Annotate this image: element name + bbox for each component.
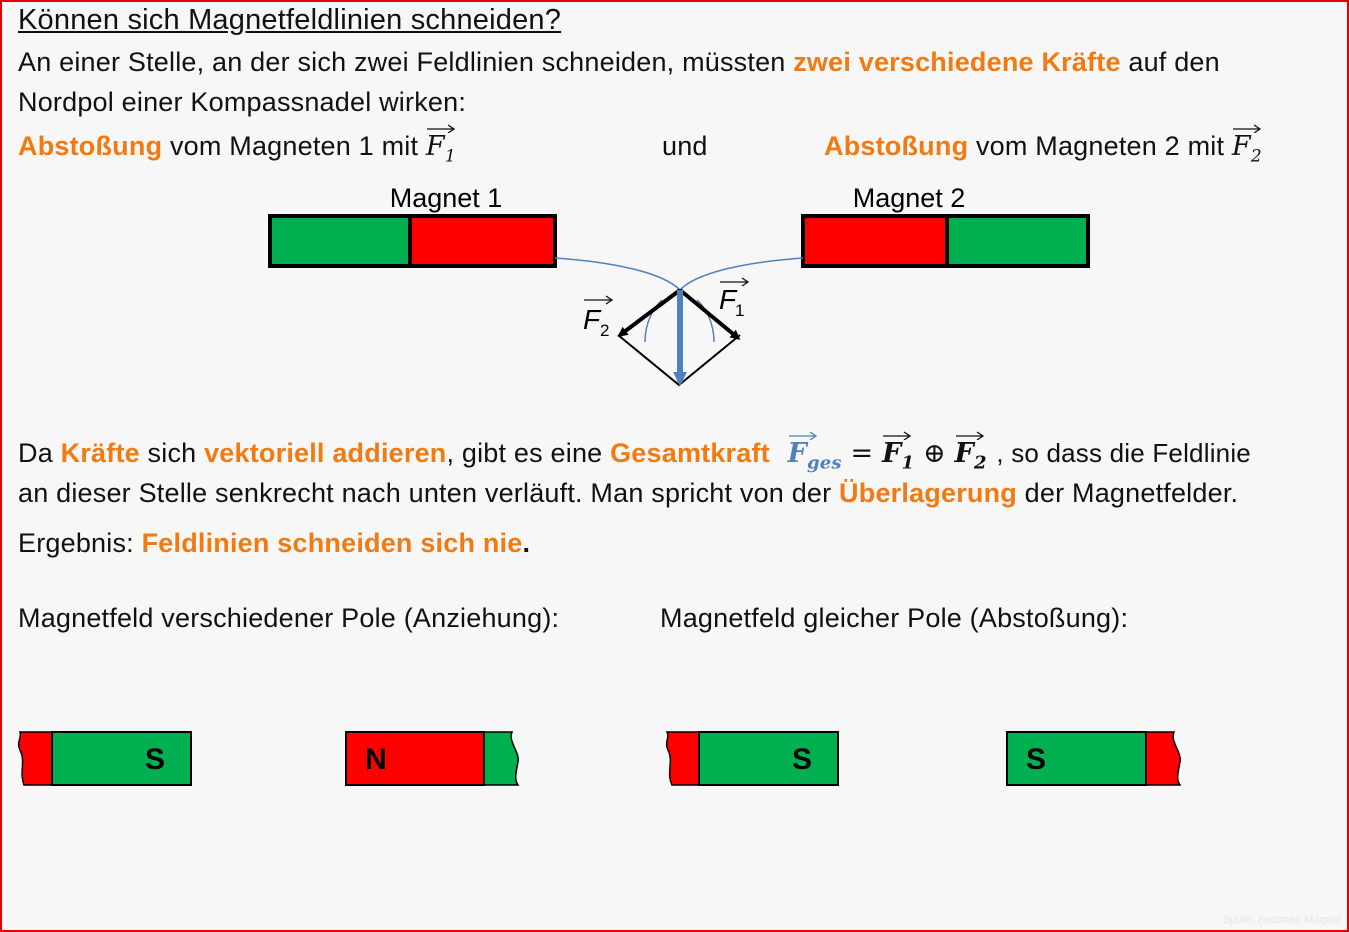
magnet-1-label: Magnet 1	[389, 183, 503, 213]
svg-text:F: F	[583, 304, 601, 335]
caption-repulsion: Magnetfeld gleicher Pole (Abstoßung):	[660, 603, 1129, 633]
vector-arrow-icon	[788, 430, 818, 440]
vector-f1-symbol: $F_1$	[426, 131, 456, 172]
magnet-left-a	[19, 732, 191, 785]
force-left: Abstoßung vom Magneten 1 mit $F_1$	[18, 130, 456, 172]
svg-text:2: 2	[600, 321, 610, 340]
magnet-force-diagram	[2, 2, 1347, 422]
magnet-left-b	[346, 732, 518, 785]
vector-arrow-icon	[955, 430, 985, 440]
explanation-line-1: Da Kräfte sich vektoriell addieren, gibt es eine Gesamtkraft $F_{ges}$ = $F_1$ ⊕ $F_2$ , so dass die Feldlinie	[18, 437, 1251, 479]
label-f2	[583, 296, 612, 340]
svg-text:S: S	[1025, 743, 1047, 776]
svg-text:N: N	[365, 743, 387, 776]
magnet-2	[803, 216, 1088, 266]
magnet-right-a	[667, 732, 838, 785]
watermark: Spule, zeichnen Magnet	[1222, 914, 1341, 926]
resultant-formula: $F_{ges}$ = $F_1$ ⊕ $F_2$	[788, 438, 997, 469]
magnet-1	[270, 216, 555, 266]
svg-text:1: 1	[735, 301, 745, 320]
magnet-right-b	[1007, 732, 1180, 785]
and-label: und	[662, 131, 708, 161]
highlight-two-forces: zwei verschiedene Kräfte	[793, 47, 1121, 77]
force-right: Abstoßung vom Magneten 2 mit $F_2$	[824, 130, 1262, 172]
svg-text:F: F	[719, 284, 737, 315]
svg-text:S: S	[144, 743, 166, 776]
page-title: Können sich Magnetfeldlinien schneiden?	[18, 4, 562, 36]
magnet-2-label: Magnet 2	[852, 183, 966, 213]
svg-text:S: S	[791, 743, 813, 776]
vector-arrow-icon	[882, 430, 912, 440]
vector-f2-symbol: $F_2$	[1232, 131, 1262, 172]
label-f1	[719, 278, 748, 320]
intro-line-2: Nordpol einer Kompassnadel wirken:	[18, 87, 467, 117]
bottom-magnets	[2, 702, 1347, 812]
intro-line-1: An einer Stelle, an der sich zwei Feldlinien schneiden, müssten zwei verschiedene Kräfte auf den	[18, 47, 1220, 77]
caption-attraction: Magnetfeld verschiedener Pole (Anziehung):	[18, 603, 560, 633]
force-f2-arrow	[620, 290, 680, 335]
explanation-line-2: an dieser Stelle senkrecht nach unten verläuft. Man spricht von der Überlagerung der Magnetfelder.	[18, 478, 1239, 508]
result-line: Ergebnis: Feldlinien schneiden sich nie.	[18, 528, 531, 558]
